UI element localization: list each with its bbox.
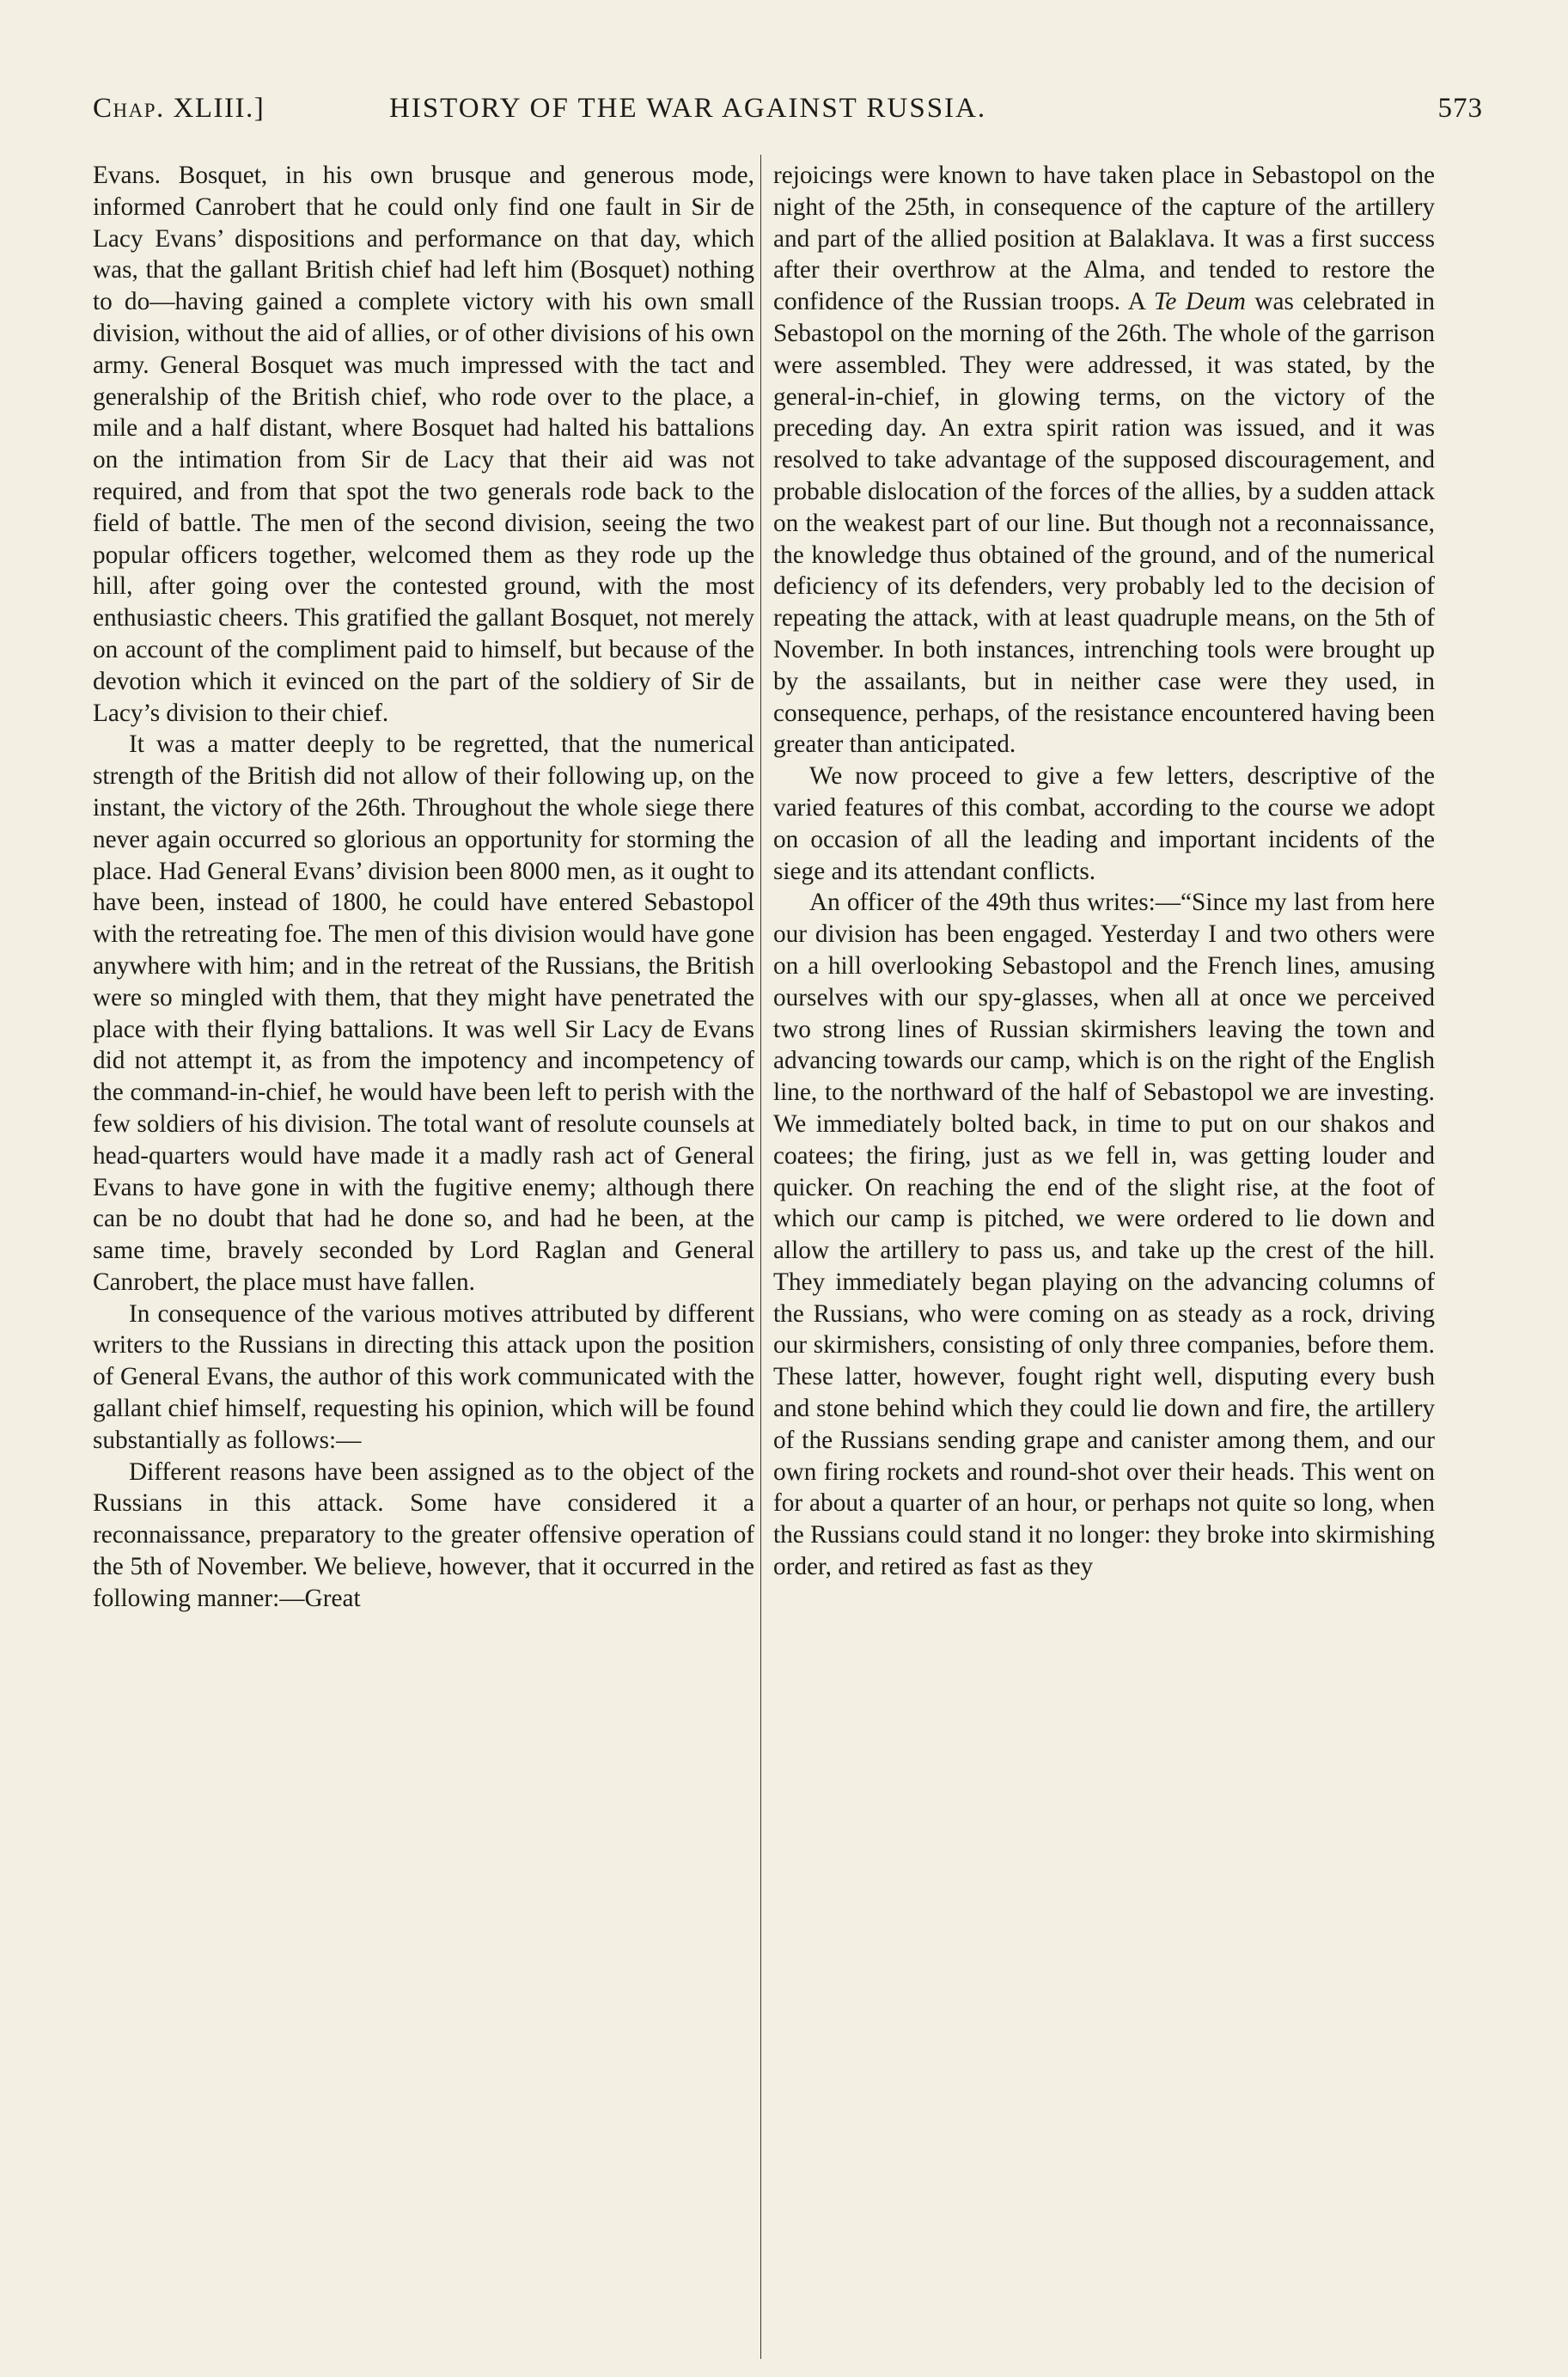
italic-text: Te Deum <box>1153 288 1246 316</box>
paragraph: Evans. Bosquet, in his own brusque and generous mode, informed Canrobert that he could only find one fault in Sir de Lacy Evans’ dispositions and performance on that day, which was, that the gallant British chief had left him (Bosquet) nothing to do—having gained a complete victory with his own small division, without the aid of allies, or of other divisions of his own army. General Bosquet was much impressed with the tact and generalship of the British chief, who rode over to the place, a mile and a half distant, where Bosquet had halted his battalions on the intimation from Sir de Lacy that their aid was not required, and from that spot the two generals rode back to the field of battle. The men of the second division, seeing the two popular officers together, welcomed them as they rode up the hill, after going over the contested ground, with the most enthusiastic cheers. This gratified the gallant Bosquet, not merely on account of the compliment paid to himself, but because of the devotion which it evinced on the part of the soldiery of Sir de Lacy’s division to their chief. <box>93 162 754 727</box>
paragraph: In consequence of the various motives attributed by different writers to the Russians in directing this attack upon the position of General Evans, the author of this work communicated with the gallant chief himself, requesting his opinion, which will be found substantially as follows:— <box>93 1299 754 1454</box>
paragraph: An officer of the 49th thus writes:—“Since my last from here our division has been engaged. Yesterday I and two others were on a hill overlooking Sebastopol and the French lines, amusing ourselves with our spy-glasses, when all at once we perceived two strong lines of Russian skirmishers leaving the town and advancing towards our camp, which is on the right of the English line, to the northward of the half of Sebastopol we are investing. We immediately bolted back, in time to put on our shakos and coatees; the firing, just as we fell in, was getting louder and quicker. On reaching the end of the slight rise, at the foot of which our camp is pitched, we were ordered to lie down and allow the artillery to pass us, and take up the crest of the hill. They immediately began playing on the advancing columns of the Russians, who were coming on as steady as a rock, driving our skirmishers, consisting of only three companies, before them. These latter, however, fought right well, disputing every bush and stone behind which they could lie down and fire, the artillery of the Russians sending grape and canister among them, and our own firing rockets and round-shot over their heads. This went on for about a quarter of an hour, or perhaps not quite so long, when the Russians could stand it no longer: they broke into skirmishing order, and retired as fast as they <box>773 889 1435 1581</box>
paragraph <box>773 160 1435 761</box>
running-title: HISTORY OF THE WAR AGAINST RUSSIA. <box>389 93 987 124</box>
chapter-label: Chap. XLIII.] <box>93 93 265 124</box>
text-run: rejoicings were known to have taken place in Sebastopol on the night of the 25th, in consequence of the capture of the artillery and part of the allied position at Balaklava. It was a first success after their overthrow at the Alma, and tended to restore the confidence of the Russian troops. A <box>773 162 1435 316</box>
column-divider <box>760 155 761 2359</box>
paragraph: It was a matter deeply to be regretted, that the numerical strength of the British did not allow of their following up, on the instant, the victory of the 26th. Throughout the whole siege there never again occurred so glorious an opportunity for storming the place. Had General Evans’ division been 8000 men, as it ought to have been, instead of 1800, he could have entered Sebastopol with the retreating foe. The men of this division would have gone anywhere with him; and in the retreat of the Russians, the British were so mingled with them, that they might have penetrated the place with their flying battalions. It was well Sir Lacy de Evans did not attempt it, as from the impotency and incompetency of the command-in-chief, he would have been left to perish with the few soldiers of his division. The total want of resolute counsels at head-quarters would have made it a madly rash act of General Evans to have gone in with the fugitive enemy; although there can be no doubt that had he done so, and had he been, at the same time, bravely seconded by Lord Raglan and General Canrobert, the place must have fallen. <box>93 730 754 1296</box>
right-column <box>773 160 1435 2325</box>
left-column <box>93 160 754 2325</box>
running-header <box>93 93 1483 136</box>
paragraph: We now proceed to give a few letters, descriptive of the varied features of this combat, according to the course we adopt on occasion of all the leading and important incidents of the siege and its attendant conflicts. <box>773 762 1435 885</box>
page-number: 573 <box>1437 93 1483 124</box>
text-run: was celebrated in Sebastopol on the morning of the 26th. The whole of the garrison were assembled. They were addressed, it was stated, by the general-in-chief, in glowing terms, on the victory of the preceding day. An extra spirit ration was issued, and it was resolved to take advantage of the supposed discouragement, and probable dislocation of the forces of the allies, by a sudden attack on the weakest part of our line. But though not a reconnaissance, the knowledge thus obtained of the ground, and of the numerical deficiency of its defenders, very probably led to the decision of repeating the attack, with at least quadruple means, on the 5th of November. In both instances, intrenching tools were brought up by the assailants, but in neither case were they used, in consequence, perhaps, of the resistance encountered having been greater than anticipated. <box>773 288 1435 759</box>
paragraph: Different reasons have been assigned as to the object of the Russians in this attack. Some have considered it a reconnaissance, preparatory to the greater offensive operation of the 5th of November. We believe, however, that it occurred in the following manner:—Great <box>93 1457 754 1612</box>
